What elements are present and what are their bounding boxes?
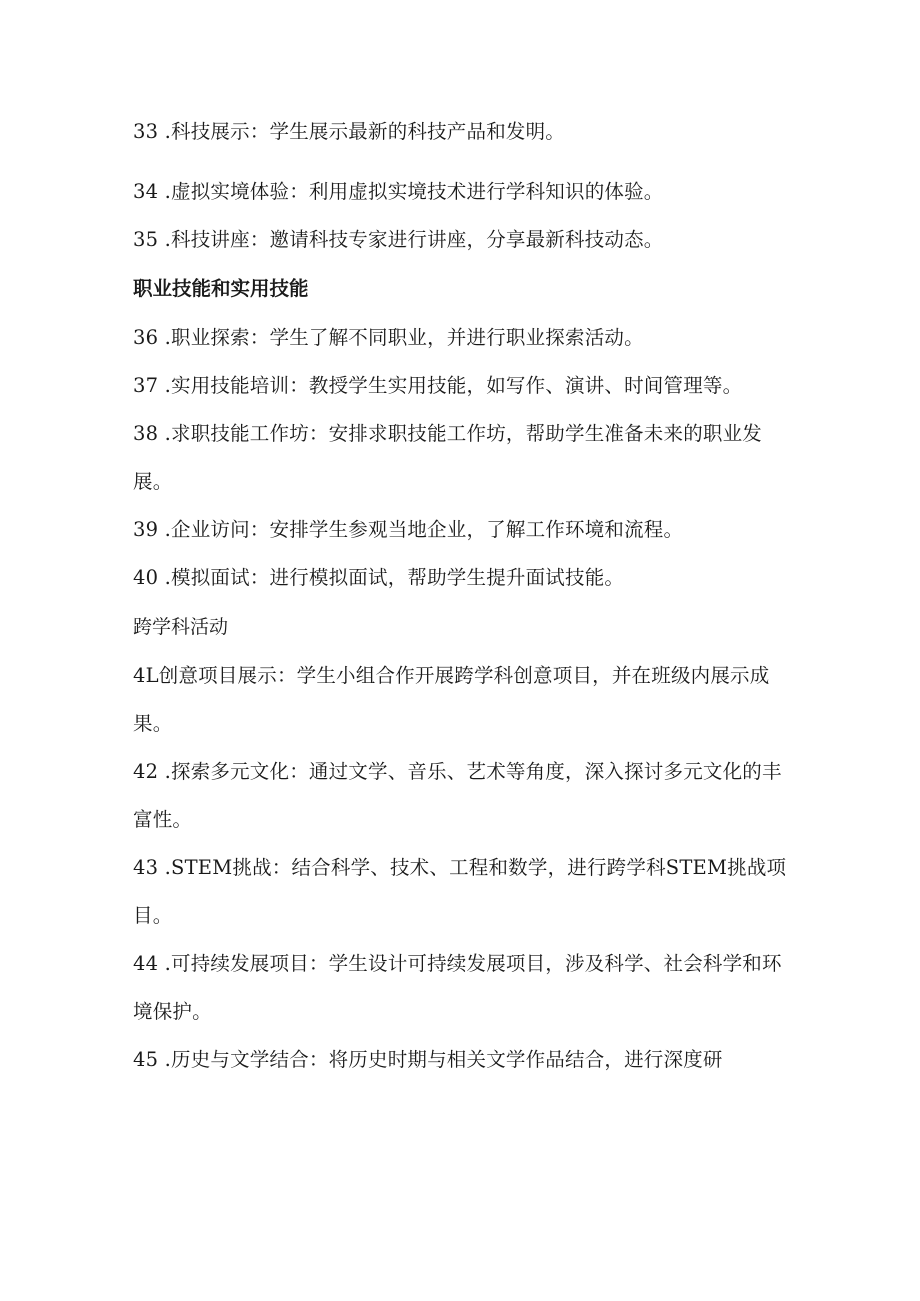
list-item-36: 36 .职业探索：学生了解不同职业，并进行职业探索活动。: [133, 326, 644, 349]
list-item-41: 4L创意项目展示：学生小组合作开展跨学科创意项目，并在班级内展示成果。: [133, 664, 770, 735]
list-item-45: 45 .历史与文学结合：将历史时期与相关文学作品结合，进行深度研: [133, 1048, 723, 1071]
section-heading-interdisciplinary: 跨学科活动: [133, 616, 229, 638]
list-item-39: 39 .企业访问：安排学生参观当地企业，了解工作环境和流程。: [133, 518, 684, 541]
document-body: [133, 108, 793, 1084]
list-item-43: 43 .STEM挑战：结合科学、技术、工程和数学，进行跨学科STEM挑战项目。: [133, 856, 787, 927]
section-heading-vocational-skills: 职业技能和实用技能: [133, 277, 309, 300]
list-item-44: 44 .可持续发展项目：学生设计可持续发展项目，涉及科学、社会科学和环境保护。: [133, 952, 782, 1023]
list-item-35: 35 .科技讲座：邀请科技专家进行讲座，分享最新科技动态。: [133, 228, 664, 251]
list-item-34: 34 .虚拟实境体验：利用虚拟实境技术进行学科知识的体验。: [133, 180, 664, 203]
list-item-40: 40 .模拟面试：进行模拟面试，帮助学生提升面试技能。: [133, 566, 625, 589]
list-item-38: 38 .求职技能工作坊：安排求职技能工作坊，帮助学生准备未来的职业发展。: [133, 422, 763, 493]
list-item-37: 37 .实用技能培训：教授学生实用技能，如写作、演讲、时间管理等。: [133, 374, 743, 397]
list-item-33: 33 .科技展示：学生展示最新的科技产品和发明。: [133, 120, 566, 143]
list-item-42: 42 .探索多元文化：通过文学、音乐、艺术等角度，深入探讨多元文化的丰富性。: [133, 760, 782, 831]
